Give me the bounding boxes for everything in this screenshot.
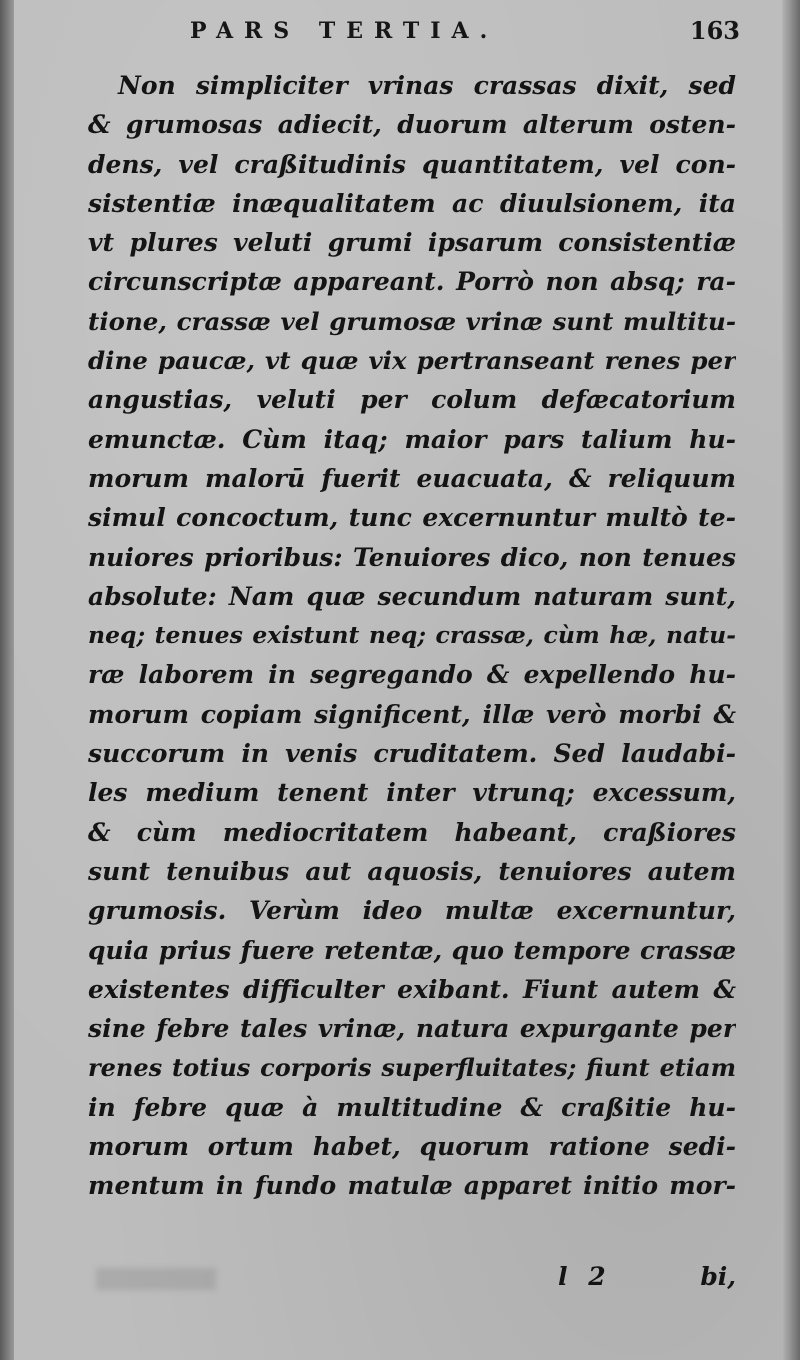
text-line: existentes difficulter exibant. Fiunt autem &: [88, 974, 736, 1004]
text-line: in febre quæ à multitudine & craßitie hu-: [88, 1092, 736, 1122]
text-line: morum copiam significent, illæ verò morbi &: [88, 699, 736, 729]
page-number: 163: [689, 16, 740, 45]
running-head: PARS TERTIA.: [190, 18, 499, 44]
text-line: dine paucæ, vt quæ vix pertranseant renes per: [88, 346, 736, 376]
text-line: sine febre tales vrinæ, natura expurgante per: [88, 1014, 736, 1044]
text-line: Non simpliciter vrinas crassas dixit, sed: [118, 71, 736, 100]
text-line: tione, crassæ vel grumosæ vrinæ sunt multitu-: [88, 306, 736, 336]
page-footer: [88, 1262, 736, 1302]
text-line: sistentiæ inæqualitatem ac diuulsionem, ita: [88, 188, 736, 218]
body-text: [88, 66, 736, 1206]
text-line: morum malorū fuerit euacuata, & reliquum: [88, 463, 736, 493]
text-line: emunctæ. Cùm itaq; maior pars talium hu-: [88, 424, 736, 454]
page-left-edge: [0, 0, 14, 1360]
text-line: quia prius fuere retentæ, quo tempore crassæ: [88, 935, 736, 965]
text-line: succorum in venis cruditatem. Sed laudabi-: [88, 739, 736, 769]
text-line: neq; tenues existunt neq; crassæ, cùm hæ, natu-: [88, 621, 736, 650]
text-line: grumosis. Verùm ideo multæ excernuntur,: [88, 896, 736, 926]
text-line: morum ortum habet, quorum ratione sedi-: [88, 1132, 736, 1162]
text-line: & grumosas adiecit, duorum alterum osten-: [88, 110, 736, 140]
text-line: simul concoctum, tunc excernuntur multò te-: [88, 503, 736, 533]
text-line: ræ laborem in segregando & expellendo hu-: [88, 660, 736, 690]
text-line: nuiores prioribus: Tenuiores dico, non tenues: [88, 542, 736, 572]
text-line: circunscriptæ appareant. Porrò non absq; ra-: [88, 267, 736, 297]
page-header: [70, 14, 740, 50]
text-line: renes totius corporis superfluitates; fiunt etiam: [88, 1053, 736, 1083]
text-line: absolute: Nam quæ secundum naturam sunt,: [88, 581, 736, 611]
text-line: & cùm mediocritatem habeant, craßiores: [88, 817, 736, 847]
page-right-edge: [782, 0, 800, 1360]
text-line: vt plures veluti grumi ipsarum consistentiæ: [88, 228, 736, 258]
text-line: angustias, veluti per colum defæcatorium: [88, 385, 736, 415]
signature-mark: l 2: [558, 1262, 612, 1291]
text-line: mentum in fundo matulæ apparet initio mor-: [88, 1171, 736, 1201]
text-line: sunt tenuibus aut aquosis, tenuiores autem: [88, 856, 736, 886]
text-line: les medium tenent inter vtrunq; excessum,: [88, 778, 736, 808]
catchword: bi,: [700, 1262, 736, 1291]
text-line: dens, vel craßitudinis quantitatem, vel con-: [88, 149, 736, 179]
